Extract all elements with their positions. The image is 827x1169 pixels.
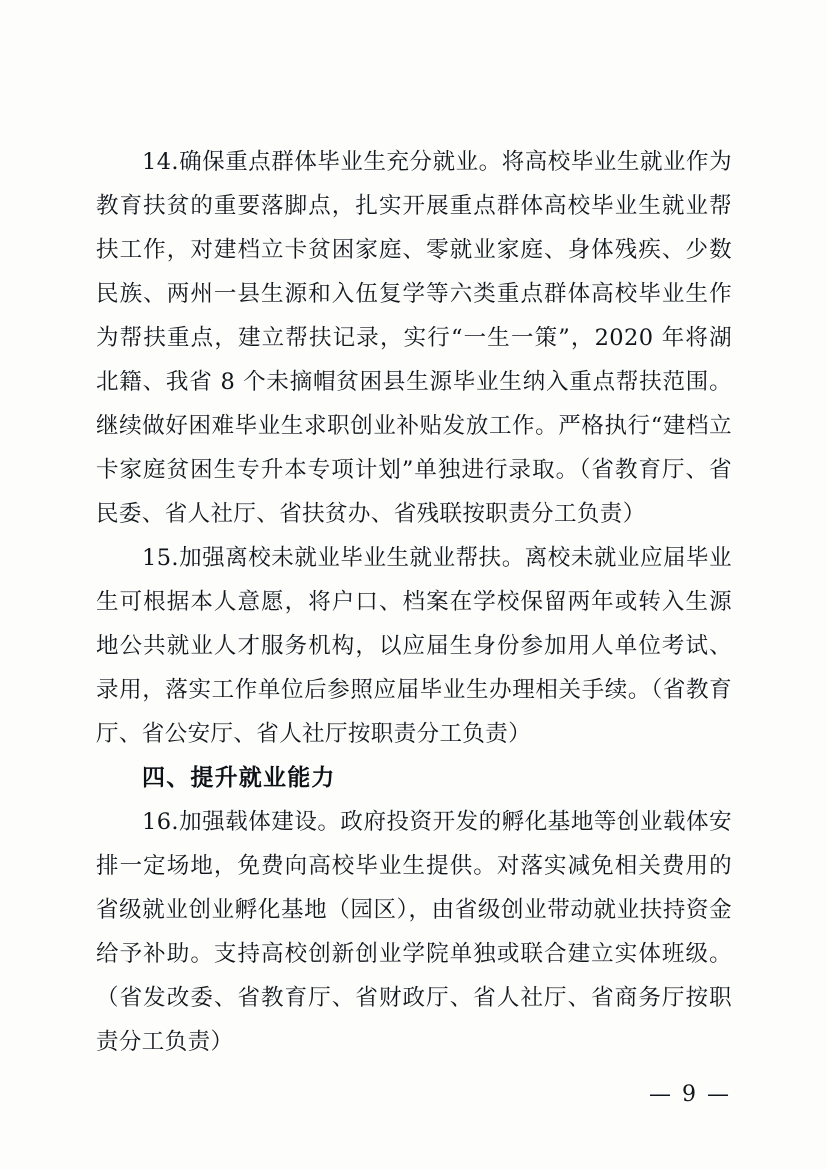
paragraph-15: 15.加强离校未就业毕业生就业帮扶。离校未就业应届毕业生可根据本人意愿，将户口、档案在学校保留两年或转入生源地公共就业人才服务机构，以应届生身份参加用人单位考试、录用，落实工作单位后参照应届毕业生办理相关手续。（省教育厅、省公安厅、省人社厅按职责分工负责）: [96, 545, 732, 747]
page-number: — 9 —: [649, 1082, 731, 1107]
section-heading: 四、提升就业能力: [142, 765, 336, 791]
paragraph-16: 16.加强载体建设。政府投资开发的孵化基地等创业载体安排一定场地，免费向高校毕业生提供。对落实减免相关费用的省级就业创业孵化基地（园区），由省级创业带动就业扶持资金给予补助。支持高校创新创业学院单独或联合建立实体班级。（省发改委、省教育厅、省财政厅、省人社厅、省商务厅按职责分工负责）: [96, 809, 732, 1055]
page-content: [96, 140, 732, 1064]
paragraph-14: 14.确保重点群体毕业生充分就业。将高校毕业生就业作为教育扶贫的重要落脚点，扎实开展重点群体高校毕业生就业帮扶工作，对建档立卡贫困家庭、零就业家庭、身体残疾、少数民族、两州一县生源和入伍复学等六类重点群体高校毕业生作为帮扶重点，建立帮扶记录，实行“一生一策”，2020 年将湖北籍、我省 8 个未摘帽贫困县生源毕业生纳入重点帮扶范围。继续做好困难毕业生求职创业补贴发放工作。严格执行“建档立卡家庭贫困生专升本专项计划”单独进行录取。（省教育厅、省民委、省人社厅、省扶贫办、省残联按职责分工负责）: [96, 149, 732, 527]
